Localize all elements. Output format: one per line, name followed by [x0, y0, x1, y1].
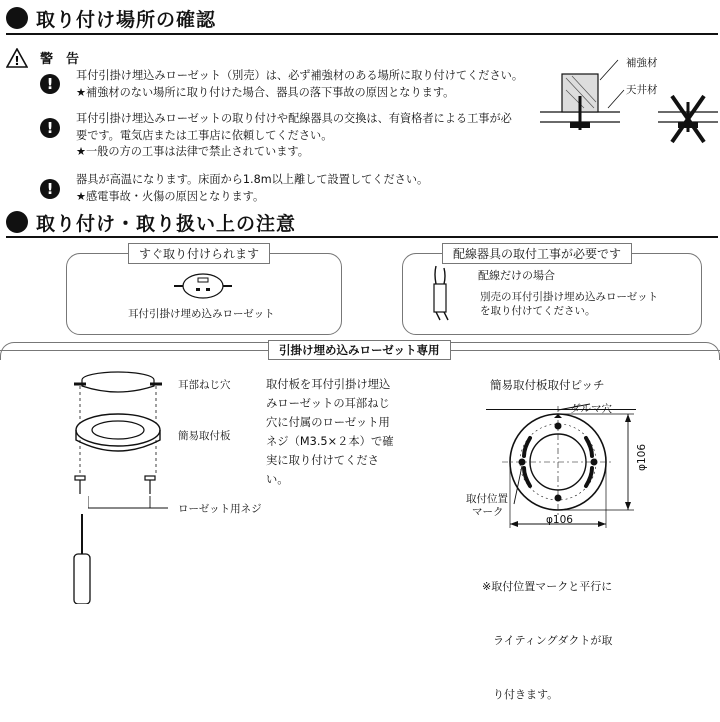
svg-text:!: !: [14, 54, 20, 68]
instruction-text: [266, 375, 394, 489]
exclamation-icon: !: [40, 179, 60, 199]
label-mount-mark-line: マーク: [472, 506, 504, 518]
instruction-line: みローゼットの耳部ねじ: [266, 397, 390, 410]
label-plate: 簡易取付板: [178, 430, 231, 442]
section-title-caution: 取り付け・取り扱い上の注意: [36, 212, 297, 235]
warning-text: ★一般の方の工事は法律で禁止されています。: [76, 145, 309, 158]
warning-text: 要です。電気店または工事店に依頼してください。: [76, 128, 333, 142]
warning-text: 耳付引掛け埋込みローゼットの取り付けや配線器具の交換は、有資格者による工事が必: [76, 112, 512, 125]
warning-text: 器具が高温になります。床面から1.8m以上離して設置してください。: [76, 173, 429, 186]
warning-text: ★感電事故・火傷の原因となります。: [76, 189, 265, 203]
warning-triangle-icon: [6, 48, 28, 68]
warning-item: [76, 68, 523, 101]
wiring-note-line: を取り付けてください。: [480, 305, 596, 317]
mount-note: [482, 542, 612, 722]
exclamation-icon: !: [40, 74, 60, 94]
pitch-title: 簡易取付板取付ピッチ: [490, 378, 605, 392]
box-title-wiring-required: 配線器具の取付工事が必要です: [442, 243, 632, 264]
note-line: り付きます。: [482, 688, 559, 701]
dim-horizontal: φ106: [546, 514, 573, 526]
leader-line: [88, 494, 168, 514]
label-reinforcement: 補強材: [626, 57, 658, 69]
label-screw: ローゼット用ネジ: [178, 503, 262, 515]
label-mount-mark-line: 取付位置: [466, 493, 508, 505]
instruction-line: 取付板を耳付引掛け埋込: [266, 378, 391, 391]
label-mount-mark: [466, 493, 508, 519]
instruction-line: い。: [266, 473, 289, 486]
section-underline: [6, 236, 718, 238]
instruction-line: 実に取り付けてくださ: [266, 454, 379, 467]
section-underline: [6, 33, 718, 35]
rosette-icon: [168, 268, 238, 302]
exclamation-icon: !: [40, 118, 60, 138]
warning-item: [76, 172, 428, 205]
label-daruma-hole: ダルマ穴: [570, 403, 612, 415]
note-line: ライティングダクトが取: [482, 634, 613, 647]
wire-icon: [430, 264, 454, 322]
label-ear-screw-hole: 耳部ねじ穴: [178, 379, 231, 391]
section-header-location: [6, 4, 216, 32]
warning-text: 耳付引掛け埋込みローゼット（別売）は、必ず補強材のある場所に取り付けてください。: [76, 69, 524, 82]
section-title-location: 取り付け場所の確認: [36, 8, 217, 31]
warning-label: 警 告: [40, 52, 80, 67]
bullet-icon: [6, 7, 28, 29]
box-title-quick-install: すぐ取り付けられます: [128, 243, 270, 264]
instruction-line: 穴に付属のローゼット用: [266, 416, 390, 429]
instruction-line: ネジ（M3.5×２本）で確: [266, 435, 394, 448]
wiring-only-subtitle: 配線だけの場合: [478, 269, 555, 282]
wiring-note-line: 別売の耳付引掛け埋め込みローゼット: [480, 291, 659, 303]
warning-item: [76, 111, 512, 161]
label-ceiling: 天井材: [626, 84, 658, 96]
wiring-note: [480, 290, 658, 318]
section-header-caution: [6, 208, 296, 236]
pitch-diagram: [500, 396, 660, 556]
section-title-dedicated: 引掛け埋め込みローゼット専用: [268, 340, 451, 360]
rosette-caption: 耳付引掛け埋め込みローゼット: [128, 308, 275, 320]
parts-exploded-diagram: [60, 364, 190, 604]
bullet-icon: [6, 211, 28, 233]
warning-text: ★補強材のない場所に取り付けた場合、器具の落下事故の原因となります。: [76, 85, 455, 99]
dim-vertical: φ106: [636, 444, 648, 471]
note-line: ※取付位置マークと平行に: [482, 580, 613, 593]
